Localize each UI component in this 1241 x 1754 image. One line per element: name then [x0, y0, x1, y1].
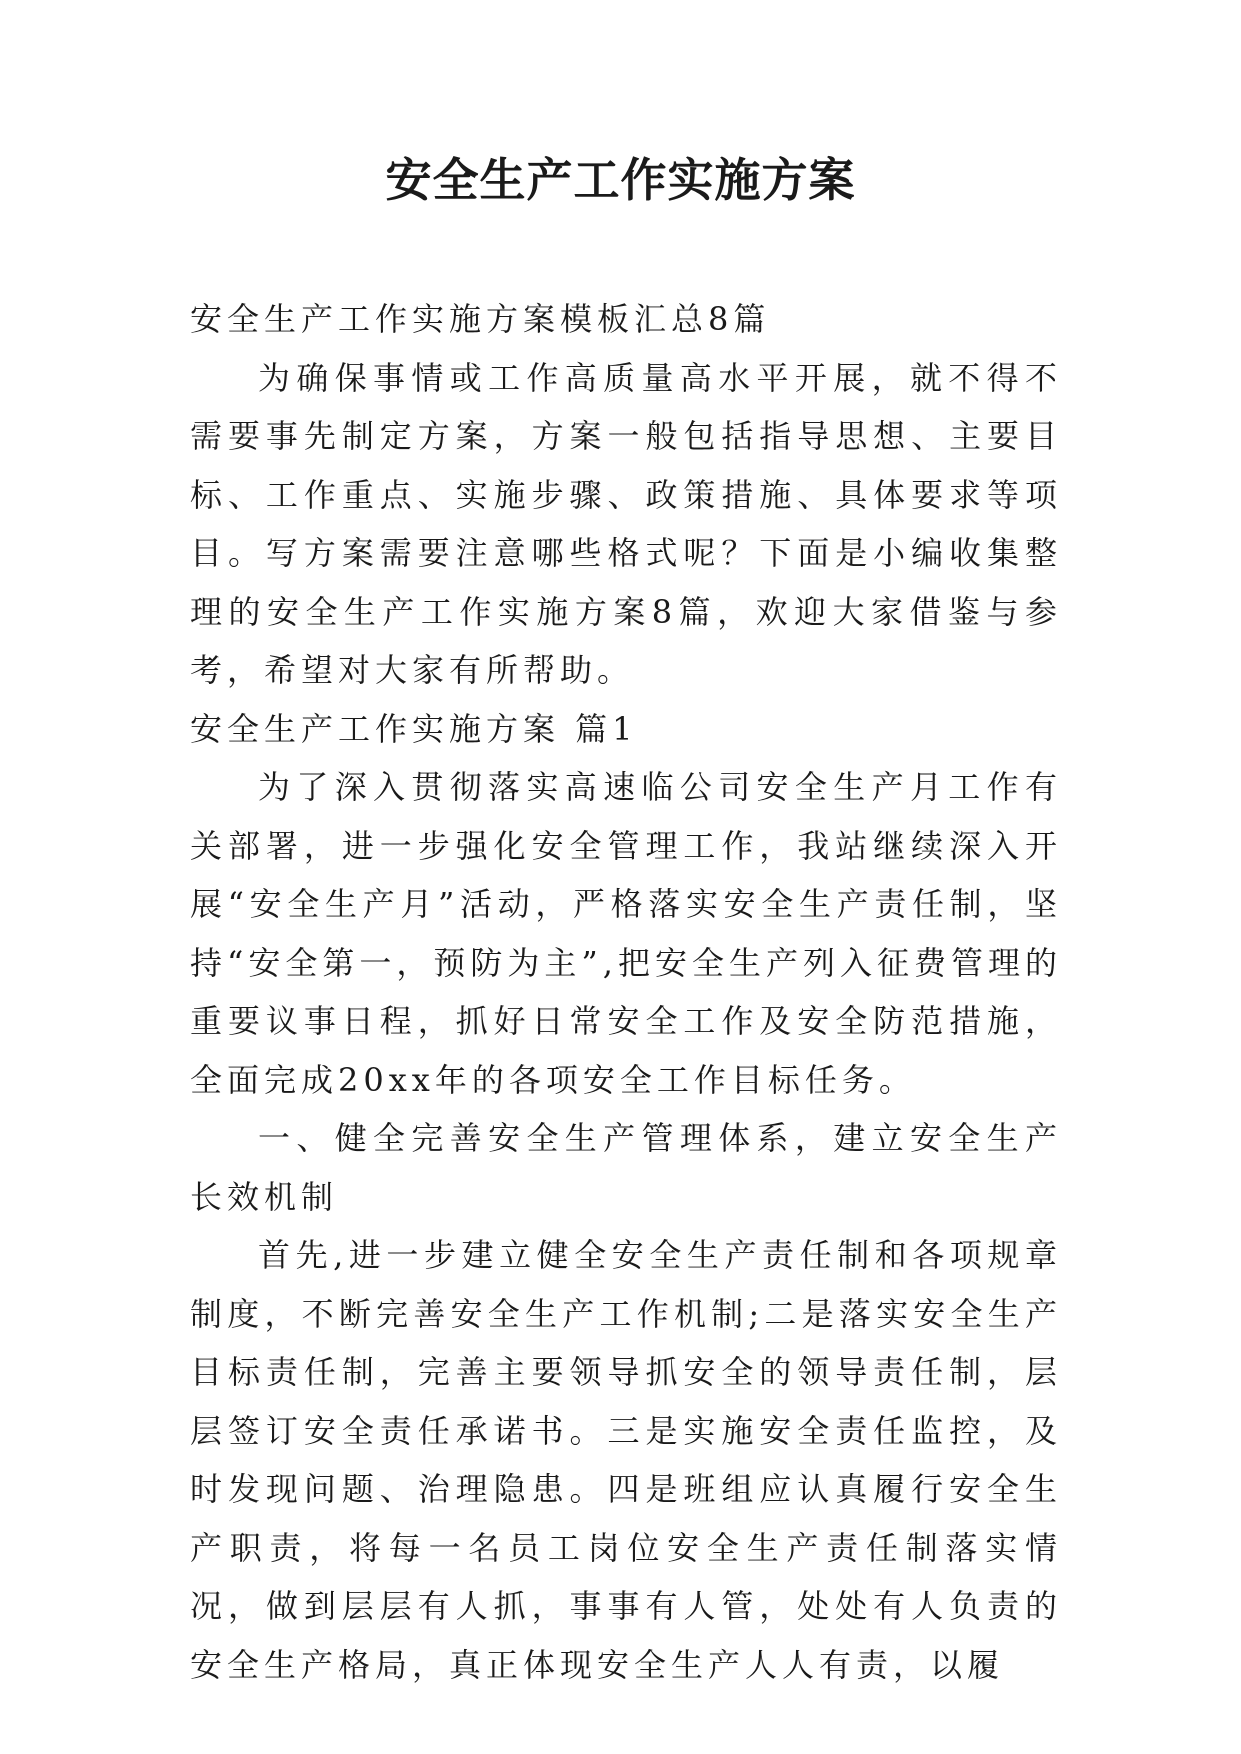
paragraph-intro: 为确保事情或工作高质量高水平开展，就不得不需要事先制定方案，方案一般包括指导思想、主要目标、工作重点、实施步骤、政策措施、具体要求等项目。写方案需要注意哪些格式呢？下面是小编收集整理的安全生产工作实施方案8篇，欢迎大家借鉴与参考，希望对大家有所帮助。: [190, 358, 1062, 689]
paragraph-body: 首先,进一步建立健全安全生产责任制和各项规章制度，不断完善安全生产工作机制;二是落实安全生产目标责任制，完善主要领导抓安全的领导责任制，层层签订安全责任承诺书。三是实施安全责任监控，及时发现问题、治理隐患。四是班组应认真履行安全生产职责，将每一名员工岗位安全生产责任制落实情况，做到层层有人抓，事事有人管，处处有人负责的安全生产格局，真正体现安全生产人人有责，以履: [190, 1236, 1062, 1684]
document-body: [190, 290, 1062, 1694]
document-title: 安全生产工作实施方案: [385, 153, 856, 207]
paragraph-heading-1: 一、健全完善安全生产管理体系，建立安全生产长效机制: [190, 1119, 1062, 1216]
paragraph-section-heading: 安全生产工作实施方案 篇1: [190, 709, 638, 748]
paragraph-subtitle: 安全生产工作实施方案模板汇总8篇: [190, 300, 771, 338]
paragraph-section-1: 为了深入贯彻落实高速临公司安全生产月工作有关部署，进一步强化安全管理工作，我站继续深入开展“安全生产月”活动，严格落实安全生产责任制，坚持“安全第一，预防为主”,把安全生产列入征费管理的重要议事日程，抓好日常安全工作及安全防范措施，全面完成20xx年的各项安全工作目标任务。: [190, 768, 1062, 1099]
